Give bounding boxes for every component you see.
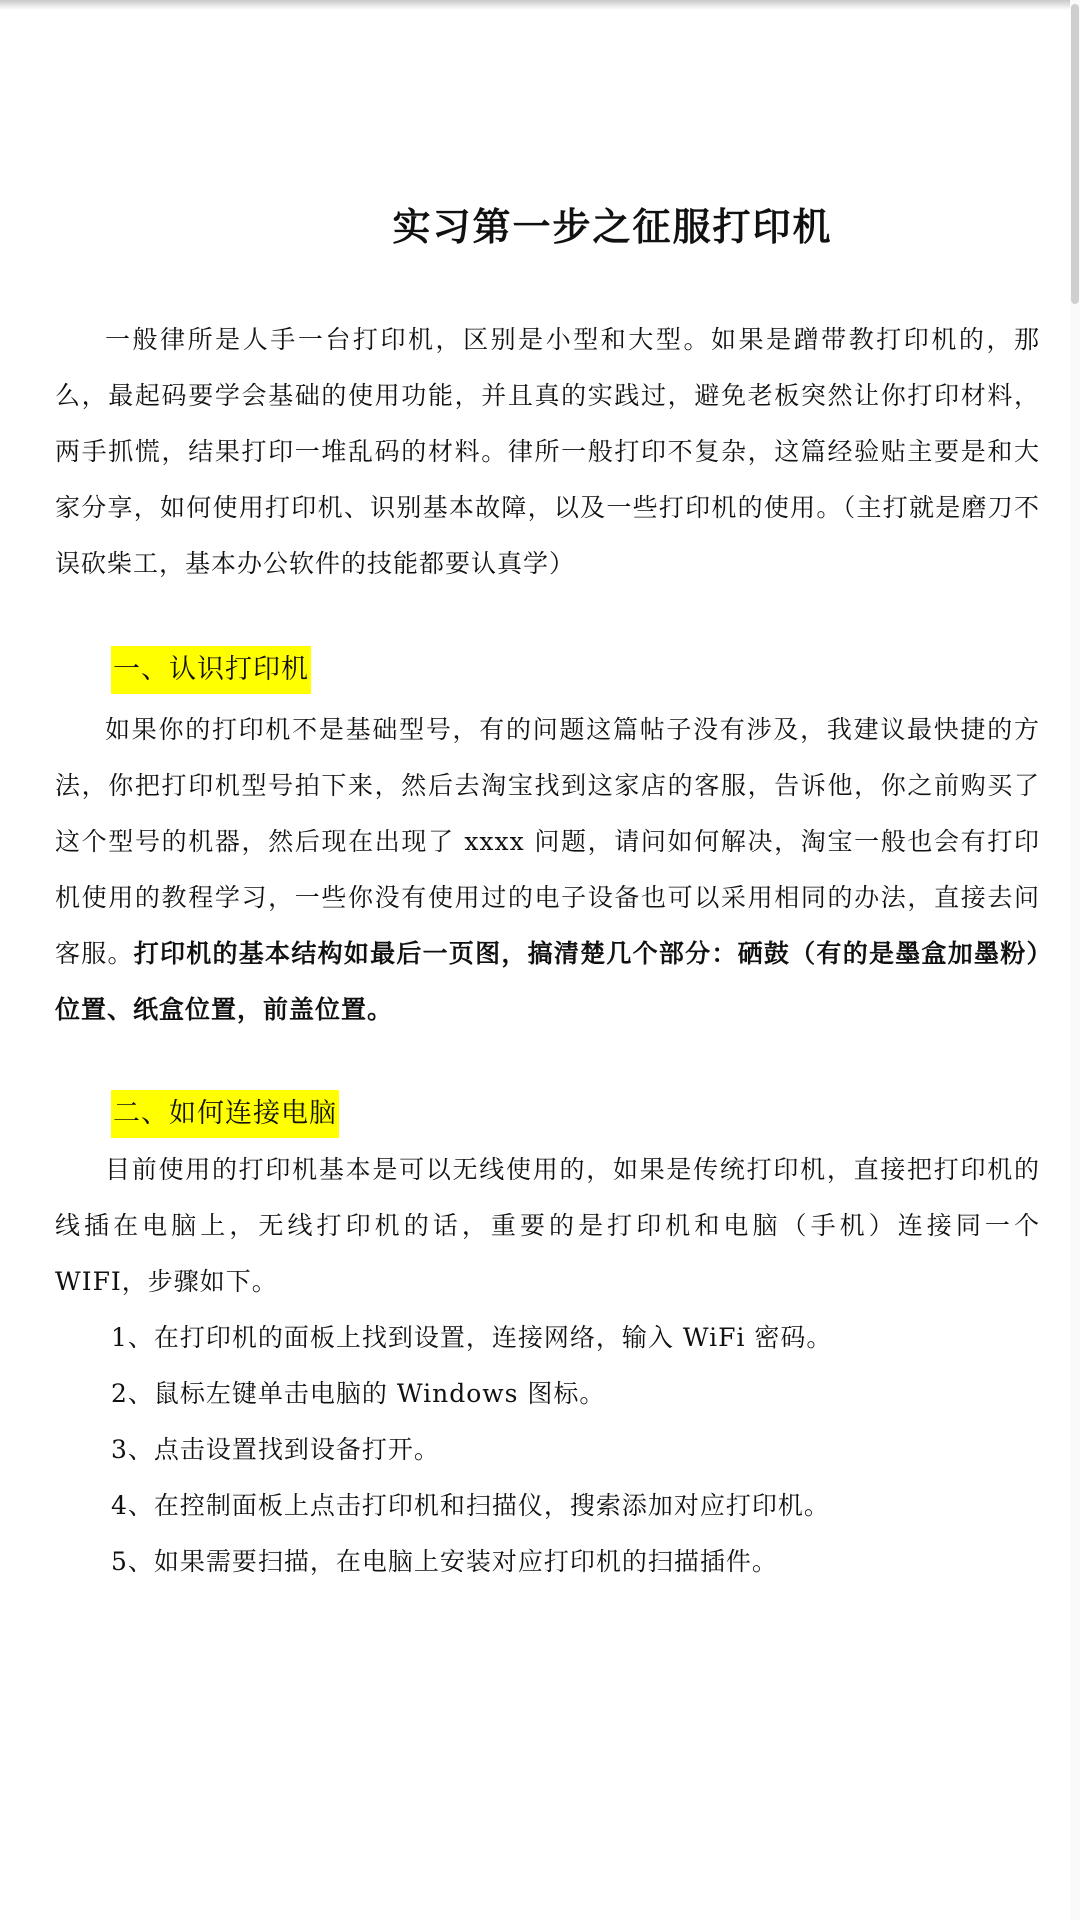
step-item: 4、在控制面板上点击打印机和扫描仪，搜索添加对应打印机。	[111, 1491, 830, 1520]
scrollbar-thumb[interactable]	[1071, 4, 1079, 304]
section-heading-1: 一、认识打印机	[111, 646, 311, 694]
intro-paragraph: 一般律所是人手一台打印机，区别是小型和大型。如果是蹭带教打印机的，那么，最起码要学会基础的使用功能，并且真的实践过，避免老板突然让你打印材料，两手抓慌，结果打印一堆乱码的材料。律所一般打印不复杂，这篇经验贴主要是和大家分享，如何使用打印机、识别基本故障，以及一些打印机的使用。（主打就是磨刀不误砍柴工，基本办公软件的技能都要认真学）	[55, 325, 1040, 578]
step-item: 1、在打印机的面板上找到设置，连接网络，输入 WiFi 密码。	[111, 1323, 833, 1352]
section-1-bold-text: 打印机的基本结构如最后一页图，搞清楚几个部分：硒鼓（有的是墨盒加墨粉）位置、纸盒位置，前盖位置。	[55, 939, 1040, 1024]
section-2-paragraph: 目前使用的打印机基本是可以无线使用的，如果是传统打印机，直接把打印机的线插在电脑上，无线打印机的话，重要的是打印机和电脑（手机）连接同一个 WIFI，步骤如下。	[55, 1155, 1040, 1296]
section-1-body-text: 如果你的打印机不是基础型号，有的问题这篇帖子没有涉及，我建议最快捷的方法，你把打印机型号拍下来，然后去淘宝找到这家店的客服，告诉他，你之前购买了这个型号的机器，然后现在出现了 xxxx 问题，请问如何解决，淘宝一般也会有打印机使用的教程学习，一些你没有使用过的电子设备也可以采用相同的办法，直接去问客服。	[55, 715, 1040, 968]
document-title: 实习第一步之征服打印机	[392, 204, 833, 249]
top-edge-shadow	[0, 0, 1080, 10]
scrollbar-track[interactable]	[1070, 0, 1080, 1920]
section-heading-2: 二、如何连接电脑	[111, 1090, 339, 1138]
step-item: 5、如果需要扫描，在电脑上安装对应打印机的扫描插件。	[111, 1547, 778, 1576]
steps-list	[111, 1310, 832, 1590]
step-item: 2、鼠标左键单击电脑的 Windows 图标。	[111, 1379, 606, 1408]
section-1-paragraph	[55, 702, 1040, 1038]
step-item: 3、点击设置找到设备打开。	[111, 1435, 440, 1464]
